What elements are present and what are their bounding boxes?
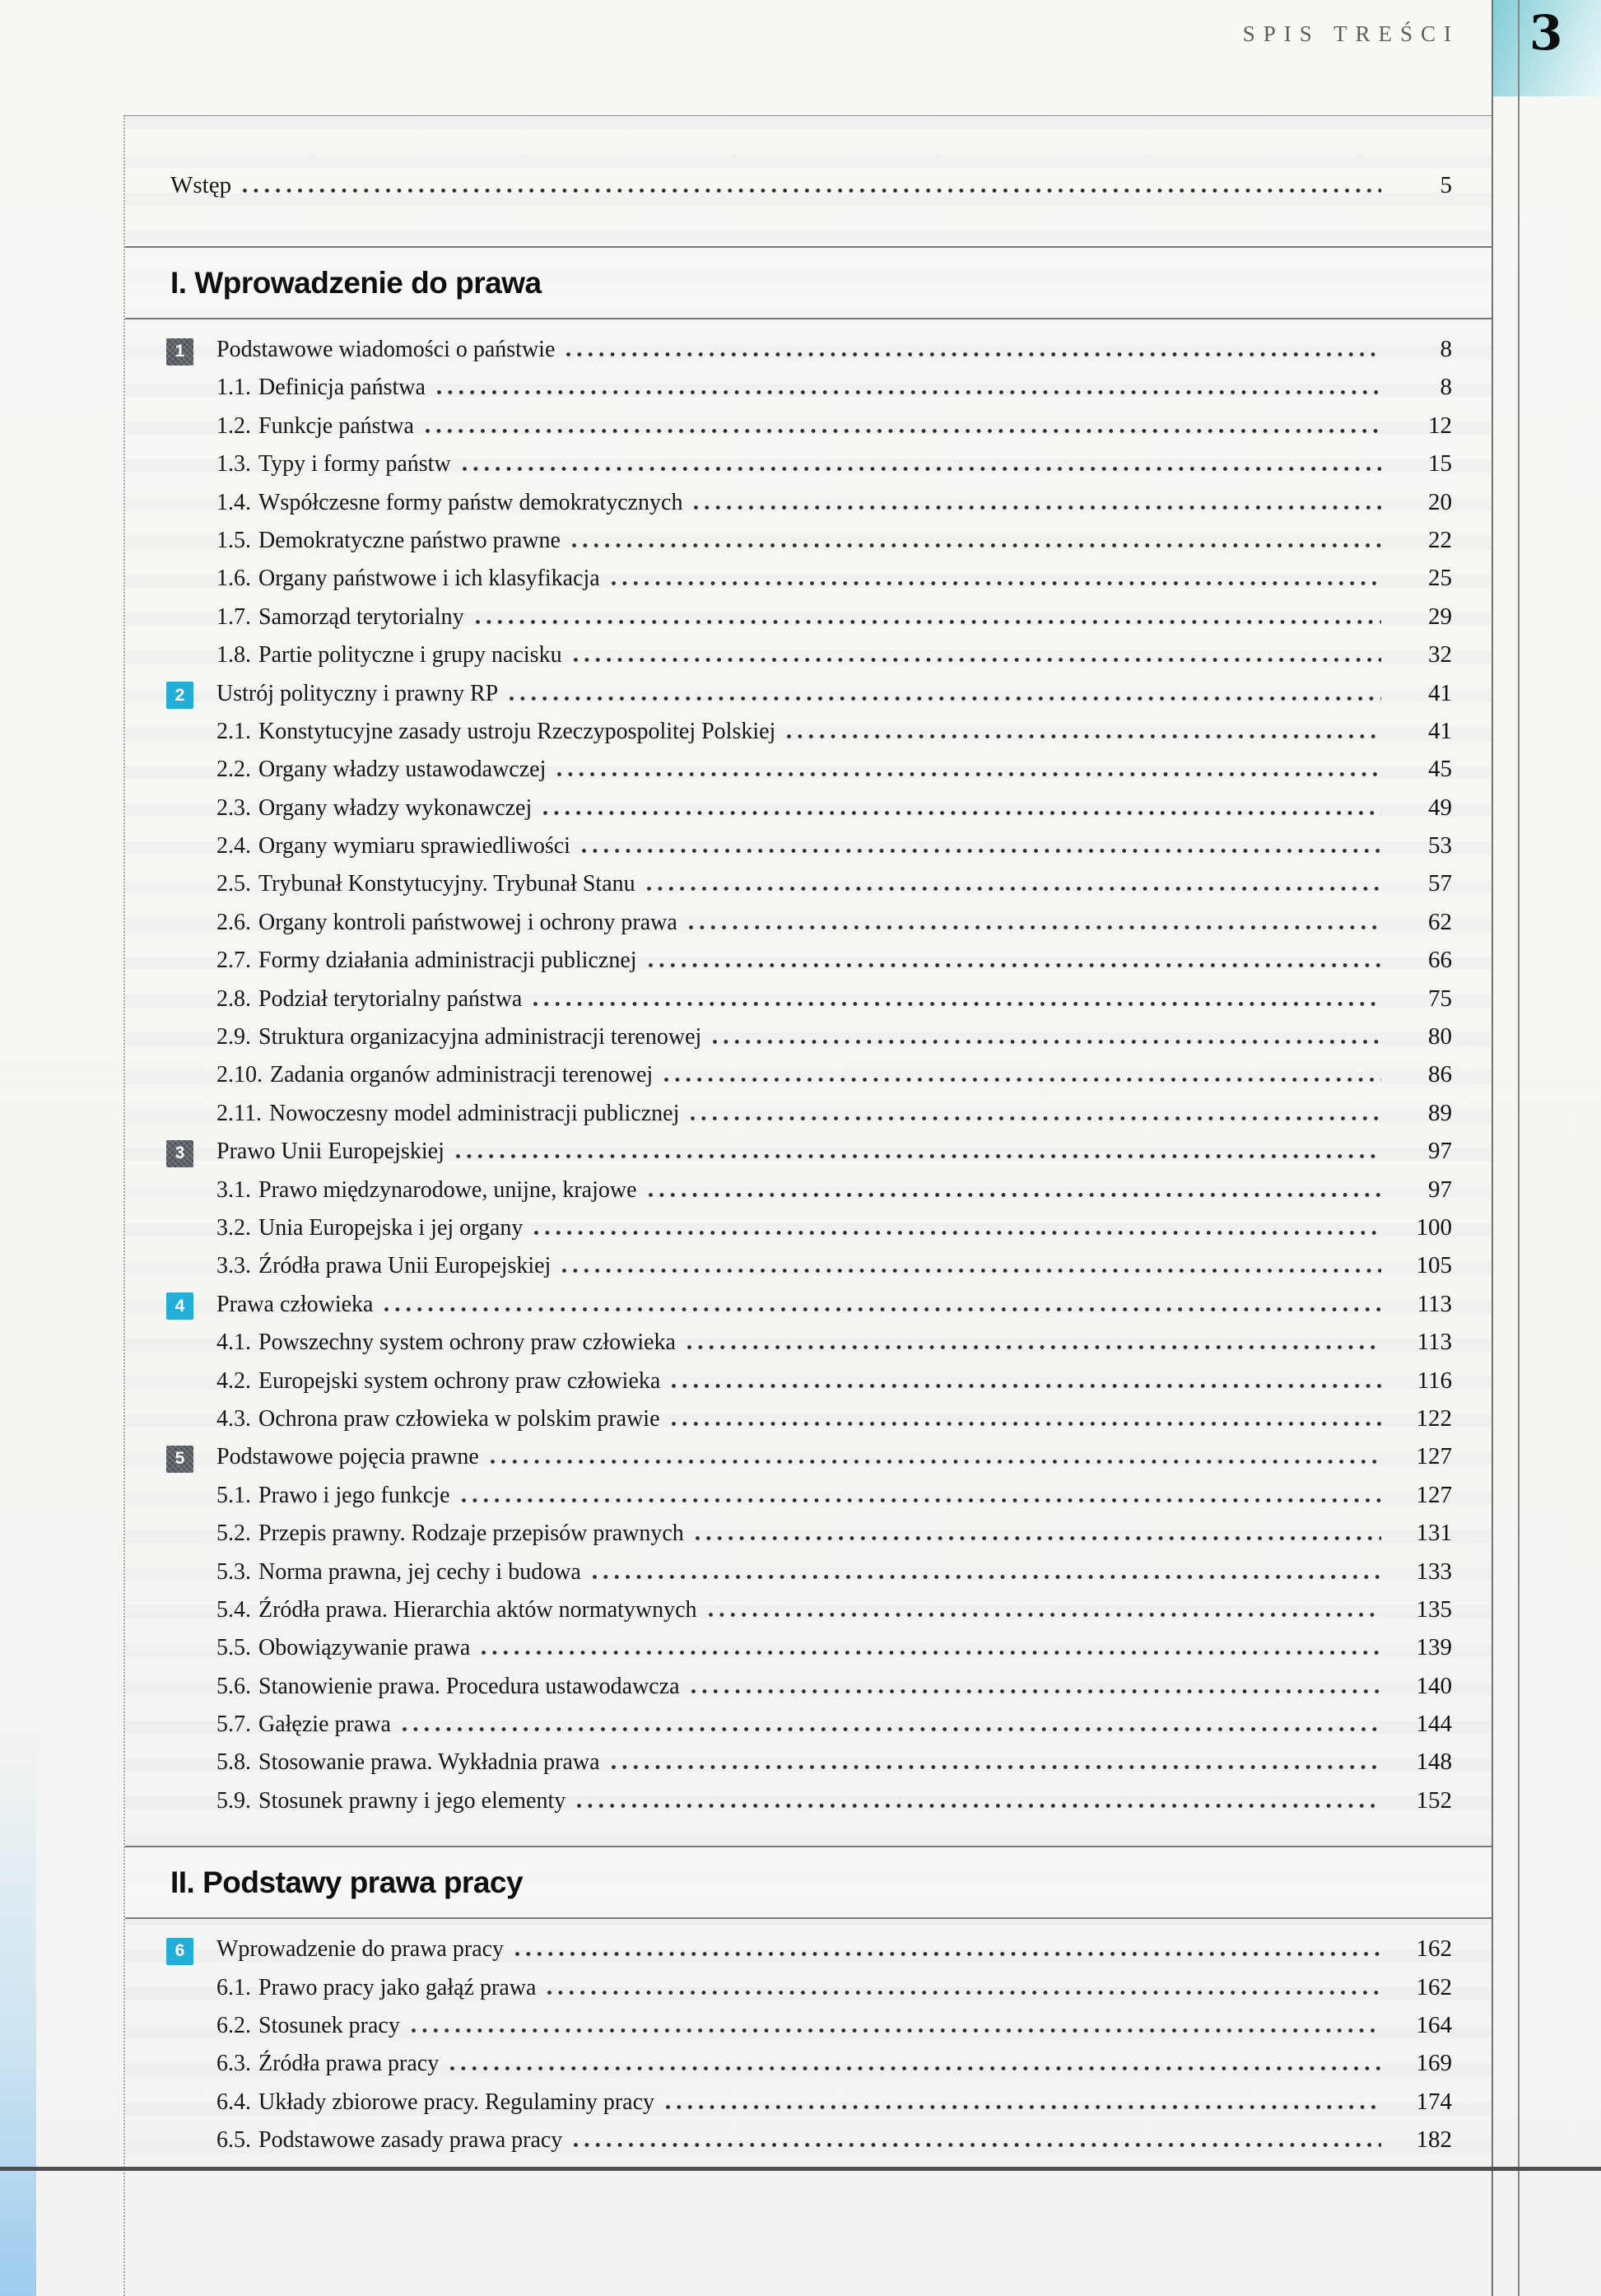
toc-entry-row xyxy=(125,641,1492,679)
entry-number: 5.3. xyxy=(216,1558,251,1585)
entry-page-number: 49 xyxy=(1428,794,1452,821)
entry-number: 5.4. xyxy=(216,1596,251,1623)
entry-number: 6.4. xyxy=(216,2089,251,2115)
toc-entry-row xyxy=(125,1252,1492,1290)
entry-title: Organy władzy ustawodawczej xyxy=(258,757,547,783)
toc-entry-row xyxy=(125,489,1492,527)
chapter-title: Prawo Unii Europejskiej xyxy=(216,1139,444,1165)
entry-title: Formy działania administracji publicznej xyxy=(258,948,637,974)
entry-number: 2.10. xyxy=(216,1062,263,1088)
section-header-band xyxy=(125,1846,1492,1919)
entry-title: Unia Europejska i jej organy xyxy=(258,1214,524,1241)
toc-entry-row xyxy=(125,1100,1492,1138)
entry-title: Funkcje państwa xyxy=(258,412,414,439)
entry-number: 2.11. xyxy=(216,1100,262,1126)
entry-number: 4.1. xyxy=(216,1330,251,1356)
toc-entry-row xyxy=(125,870,1492,908)
dot-leader xyxy=(515,1952,1381,1956)
entry-page-number: 148 xyxy=(1416,1749,1452,1776)
toc-entry-row xyxy=(125,1329,1492,1367)
entry-number: 5.6. xyxy=(216,1673,251,1699)
dot-leader xyxy=(647,887,1381,891)
toc-chapter-row xyxy=(125,1291,1492,1329)
dot-leader xyxy=(403,1727,1381,1731)
entry-page-number: 162 xyxy=(1416,1973,1452,2000)
entry-page-number: 152 xyxy=(1416,1786,1452,1814)
toc-chapter-row xyxy=(125,336,1492,374)
toc-entry-row xyxy=(125,947,1492,985)
table-of-contents xyxy=(125,116,1492,2165)
toc-entry-row xyxy=(125,1596,1492,1634)
chapter-title: Podstawowe pojęcia prawne xyxy=(216,1444,479,1470)
entry-title: Organy władzy wykonawczej xyxy=(258,794,533,821)
entry-title: Trybunał Konstytucyjny. Trybunał Stanu xyxy=(258,871,635,897)
toc-entry-row xyxy=(125,985,1492,1023)
entry-page-number: 32 xyxy=(1428,641,1452,668)
entry-page-number: 162 xyxy=(1416,1935,1452,1963)
toc-entry-row xyxy=(125,1749,1492,1786)
toc-entry-row xyxy=(125,1711,1492,1749)
chapter-number-badge: 3 xyxy=(166,1140,193,1167)
toc-entry-row xyxy=(125,1974,1492,2012)
entry-title: Stosunek pracy xyxy=(258,2013,400,2039)
entry-title: Partie polityczne i grupy nacisku xyxy=(258,642,562,668)
toc-entry-row xyxy=(125,832,1492,870)
entry-page-number: 127 xyxy=(1416,1481,1452,1508)
entry-number: 1.5. xyxy=(216,527,251,553)
toc-entry-row xyxy=(125,2050,1492,2088)
entry-number: 1.1. xyxy=(216,375,251,401)
entry-number: 2.2. xyxy=(216,757,251,783)
entry-page-number: 57 xyxy=(1428,870,1452,897)
section-title: II. Podstawy prawa pracy xyxy=(170,1865,524,1899)
dot-leader xyxy=(689,925,1381,929)
entry-page-number: 122 xyxy=(1416,1404,1452,1432)
toc-chapter-row xyxy=(125,680,1492,718)
right-rule-outer xyxy=(1518,0,1520,2296)
toc-header-label: SPIS TREŚCI xyxy=(1242,21,1459,46)
dot-leader xyxy=(574,2143,1381,2147)
toc-rows xyxy=(125,319,1492,1825)
entry-page-number: 144 xyxy=(1416,1711,1452,1738)
entry-title: Współczesne formy państw demokratycznych xyxy=(258,489,683,515)
entry-title: Europejski system ochrony praw człowieka xyxy=(258,1367,661,1394)
entry-page-number: 41 xyxy=(1428,717,1452,744)
entry-page-number: 140 xyxy=(1416,1672,1452,1699)
entry-page-number: 12 xyxy=(1428,412,1452,439)
chapter-number-badge: 2 xyxy=(166,682,193,709)
entry-title: Prawo i jego funkcje xyxy=(258,1482,450,1508)
dot-leader xyxy=(593,1575,1381,1579)
entry-page-number: 116 xyxy=(1417,1367,1452,1394)
toc-entry-row xyxy=(125,1176,1492,1214)
dot-leader xyxy=(566,352,1381,356)
entry-number: 1.2. xyxy=(216,412,251,439)
entry-page-number: 5 xyxy=(1440,172,1452,198)
page-header xyxy=(1243,21,1459,47)
toc-entry-row xyxy=(125,603,1492,641)
intro-label: Wstęp xyxy=(170,172,232,198)
entry-page-number: 133 xyxy=(1416,1558,1452,1585)
entry-number: 2.5. xyxy=(216,871,251,897)
entry-number: 2.6. xyxy=(216,909,251,935)
toc-chapter-row xyxy=(125,1935,1492,1973)
entry-title: Organy kontroli państwowej i ochrony prawa xyxy=(258,909,677,935)
entry-number: 6.3. xyxy=(216,2051,251,2077)
entry-title: Nowoczesny model administracji publicznej xyxy=(268,1100,680,1126)
entry-number: 2.3. xyxy=(216,794,251,821)
dot-leader xyxy=(696,1536,1381,1540)
dot-leader xyxy=(612,1765,1381,1769)
entry-number: 6.2. xyxy=(216,2013,251,2039)
entry-title: Powszechny system ochrony praw człowieka xyxy=(258,1330,676,1356)
entry-page-number: 97 xyxy=(1428,1176,1452,1203)
entry-page-number: 100 xyxy=(1416,1213,1452,1241)
entry-title: Gałęzie prawa xyxy=(258,1712,391,1738)
entry-page-number: 22 xyxy=(1428,526,1452,553)
entry-title: Źródła prawa Unii Europejskiej xyxy=(258,1253,552,1279)
entry-title: Zadania organów administracji terenowej xyxy=(270,1062,654,1088)
dot-leader xyxy=(694,505,1381,510)
entry-number: 4.2. xyxy=(216,1367,251,1394)
entry-page-number: 164 xyxy=(1416,2012,1452,2039)
entry-number: 5.5. xyxy=(216,1635,251,1661)
entry-page-number: 174 xyxy=(1416,2088,1452,2115)
page-number-tab xyxy=(1492,0,1601,96)
toc-intro-row xyxy=(125,172,1492,213)
entry-title: Prawo pracy jako gałąź prawa xyxy=(258,1974,537,2000)
entry-page-number: 113 xyxy=(1417,1290,1452,1317)
entry-title: Podstawowe zasady prawa pracy xyxy=(258,2127,563,2154)
toc-entry-row xyxy=(125,1214,1492,1252)
right-rule-inner xyxy=(1492,0,1493,2296)
entry-title: Definicja państwa xyxy=(258,375,426,401)
entry-page-number: 113 xyxy=(1417,1329,1452,1356)
dot-leader xyxy=(787,734,1381,738)
entry-title: Obowiązywanie prawa xyxy=(258,1635,471,1661)
chapter-number-badge: 6 xyxy=(166,1938,193,1965)
entry-title: Struktura organizacyjna administracji terenowej xyxy=(258,1024,702,1050)
toc-entry-row xyxy=(125,1367,1492,1405)
toc-entry-row xyxy=(125,374,1492,412)
dot-leader xyxy=(562,1269,1381,1273)
entry-number: 5.9. xyxy=(216,1787,251,1814)
toc-entry-row xyxy=(125,412,1492,450)
entry-number: 6.5. xyxy=(216,2127,251,2154)
dot-leader xyxy=(462,1498,1382,1502)
toc-entry-row xyxy=(125,450,1492,488)
entry-page-number: 15 xyxy=(1428,450,1452,477)
toc-entry-row xyxy=(125,2089,1492,2126)
entry-number: 5.7. xyxy=(216,1712,251,1738)
entry-number: 1.6. xyxy=(216,566,251,592)
entry-number: 2.9. xyxy=(216,1024,251,1050)
chapter-number-badge: 1 xyxy=(166,338,193,366)
dot-leader xyxy=(491,1460,1381,1464)
entry-number: 1.8. xyxy=(216,642,251,668)
dot-leader xyxy=(510,696,1381,701)
entry-title: Układy zbiorowe pracy. Regulaminy pracy xyxy=(258,2089,655,2115)
entry-number: 2.1. xyxy=(216,718,251,744)
toc-entry-row xyxy=(125,1787,1492,1825)
entry-number: 3.2. xyxy=(216,1214,251,1241)
dot-leader xyxy=(713,1040,1381,1044)
chapter-title: Wprowadzenie do prawa pracy xyxy=(216,1936,505,1963)
toc-entry-row xyxy=(125,794,1492,832)
section-header-band xyxy=(125,246,1492,319)
entry-title: Źródła prawa pracy xyxy=(258,2051,440,2077)
entry-number: 1.7. xyxy=(216,603,251,630)
entry-title: Norma prawna, jej cechy i budowa xyxy=(258,1558,581,1585)
toc-sections xyxy=(125,246,1492,2165)
entry-page-number: 97 xyxy=(1428,1138,1452,1165)
dot-leader xyxy=(672,1422,1382,1426)
entry-number: 5.1. xyxy=(216,1482,251,1508)
dot-leader xyxy=(649,1193,1381,1197)
toc-entry-row xyxy=(125,2012,1492,2050)
dot-leader xyxy=(437,390,1381,394)
toc-entry-row xyxy=(125,1023,1492,1061)
entry-title: Demokratyczne państwo prawne xyxy=(258,527,561,553)
dot-leader xyxy=(572,543,1381,547)
dot-leader xyxy=(476,620,1381,624)
entry-page-number: 62 xyxy=(1428,908,1452,935)
dot-leader xyxy=(691,1689,1381,1693)
toc-entry-row xyxy=(125,756,1492,794)
toc-entry-row xyxy=(125,1482,1492,1520)
dot-leader xyxy=(557,772,1381,776)
entry-title: Przepis prawny. Rodzaje przepisów prawnych xyxy=(258,1521,684,1547)
entry-title: Samorząd terytorialny xyxy=(258,603,464,630)
dot-leader xyxy=(582,849,1381,853)
toc-entry-row xyxy=(125,1634,1492,1672)
dot-leader xyxy=(649,963,1381,967)
dot-leader xyxy=(534,1231,1381,1235)
dot-leader xyxy=(687,1345,1381,1349)
entry-title: Ochrona praw człowieka w polskim prawie xyxy=(258,1405,660,1432)
dot-leader xyxy=(463,467,1381,471)
entry-title: Organy wymiaru sprawiedliwości xyxy=(258,833,570,859)
entry-page-number: 41 xyxy=(1428,679,1452,706)
bottom-rule xyxy=(0,2167,1601,2171)
entry-page-number: 131 xyxy=(1416,1520,1452,1547)
entry-page-number: 8 xyxy=(1440,374,1452,401)
dot-leader xyxy=(533,1002,1381,1006)
entry-title: Prawo międzynarodowe, unijne, krajowe xyxy=(258,1176,637,1203)
toc-entry-row xyxy=(125,909,1492,947)
toc-entry-row xyxy=(125,718,1492,756)
dot-leader xyxy=(456,1154,1381,1158)
toc-chapter-row xyxy=(125,1443,1492,1481)
entry-number: 6.1. xyxy=(216,1974,251,2000)
entry-page-number: 127 xyxy=(1416,1443,1452,1470)
entry-page-number: 53 xyxy=(1428,832,1452,859)
toc-entry-row xyxy=(125,1520,1492,1558)
entry-number: 1.3. xyxy=(216,451,251,477)
entry-number: 5.2. xyxy=(216,1521,251,1547)
page-number: 3 xyxy=(1529,5,1563,61)
entry-page-number: 169 xyxy=(1416,2050,1452,2077)
toc-entry-row xyxy=(125,1405,1492,1443)
entry-title: Stosowanie prawa. Wykładnia prawa xyxy=(258,1749,600,1776)
dot-leader xyxy=(577,1804,1381,1808)
entry-page-number: 105 xyxy=(1416,1252,1452,1279)
toc-chapter-row xyxy=(125,1138,1492,1176)
dot-leader xyxy=(384,1307,1381,1311)
entry-page-number: 75 xyxy=(1428,985,1452,1012)
toc-entry-row xyxy=(125,1558,1492,1596)
dot-leader xyxy=(612,581,1381,585)
entry-number: 1.4. xyxy=(216,489,251,515)
entry-title: Podział terytorialny państwa xyxy=(258,985,523,1012)
entry-page-number: 8 xyxy=(1440,336,1452,362)
toc-entry-row xyxy=(125,1673,1492,1711)
entry-page-number: 135 xyxy=(1416,1595,1452,1623)
chapter-title: Prawa człowieka xyxy=(216,1291,374,1317)
dot-leader xyxy=(672,1384,1381,1388)
dot-leader xyxy=(450,2066,1381,2070)
entry-number: 3.3. xyxy=(216,1253,251,1279)
toc-entry-row xyxy=(125,527,1492,565)
entry-number: 4.3. xyxy=(216,1405,251,1432)
entry-page-number: 182 xyxy=(1416,2126,1452,2154)
dot-leader xyxy=(691,1116,1381,1120)
toc-rows xyxy=(125,1919,1492,2164)
chapter-number-badge: 5 xyxy=(166,1446,193,1473)
entry-page-number: 89 xyxy=(1428,1099,1452,1126)
entry-title: Organy państwowe i ich klasyfikacja xyxy=(258,566,600,592)
entry-number: 3.1. xyxy=(216,1176,251,1203)
dot-leader xyxy=(709,1613,1381,1617)
entry-title: Typy i formy państw xyxy=(258,451,451,477)
entry-number: 5.8. xyxy=(216,1749,251,1776)
entry-page-number: 20 xyxy=(1428,488,1452,515)
entry-page-number: 66 xyxy=(1428,947,1452,974)
entry-number: 2.4. xyxy=(216,833,251,859)
entry-title: Stosunek prawny i jego elementy xyxy=(258,1787,566,1814)
entry-page-number: 29 xyxy=(1428,603,1452,630)
dot-leader xyxy=(412,2028,1381,2033)
dot-leader xyxy=(574,658,1381,662)
chapter-title: Ustrój polityczny i prawny RP xyxy=(216,680,499,706)
toc-entry-row xyxy=(125,1061,1492,1099)
dot-leader xyxy=(666,2105,1381,2109)
entry-title: Źródła prawa. Hierarchia aktów normatywnych xyxy=(258,1596,697,1623)
dot-leader xyxy=(482,1651,1381,1655)
entry-title: Stanowienie prawa. Procedura ustawodawcza xyxy=(258,1673,680,1699)
dot-leader xyxy=(426,429,1381,433)
dot-leader xyxy=(243,189,1381,193)
entry-number: 2.7. xyxy=(216,948,251,974)
entry-number: 2.8. xyxy=(216,985,251,1012)
chapter-title: Podstawowe wiadomości o państwie xyxy=(216,337,556,362)
toc-entry-row xyxy=(125,565,1492,603)
chapter-number-badge: 4 xyxy=(166,1292,193,1320)
section-title: I. Wprowadzenie do prawa xyxy=(170,265,542,300)
entry-title: Konstytucyjne zasady ustroju Rzeczypospolitej Polskiej xyxy=(258,718,776,744)
entry-page-number: 139 xyxy=(1416,1634,1452,1661)
dot-leader xyxy=(664,1078,1381,1082)
entry-page-number: 45 xyxy=(1428,756,1452,783)
dot-leader xyxy=(543,811,1381,815)
entry-page-number: 80 xyxy=(1428,1023,1452,1050)
scan-edge-artifact xyxy=(0,1729,36,2296)
dot-leader xyxy=(547,1991,1381,1995)
toc-entry-row xyxy=(125,2126,1492,2164)
entry-page-number: 86 xyxy=(1428,1061,1452,1088)
entry-page-number: 25 xyxy=(1428,565,1452,592)
